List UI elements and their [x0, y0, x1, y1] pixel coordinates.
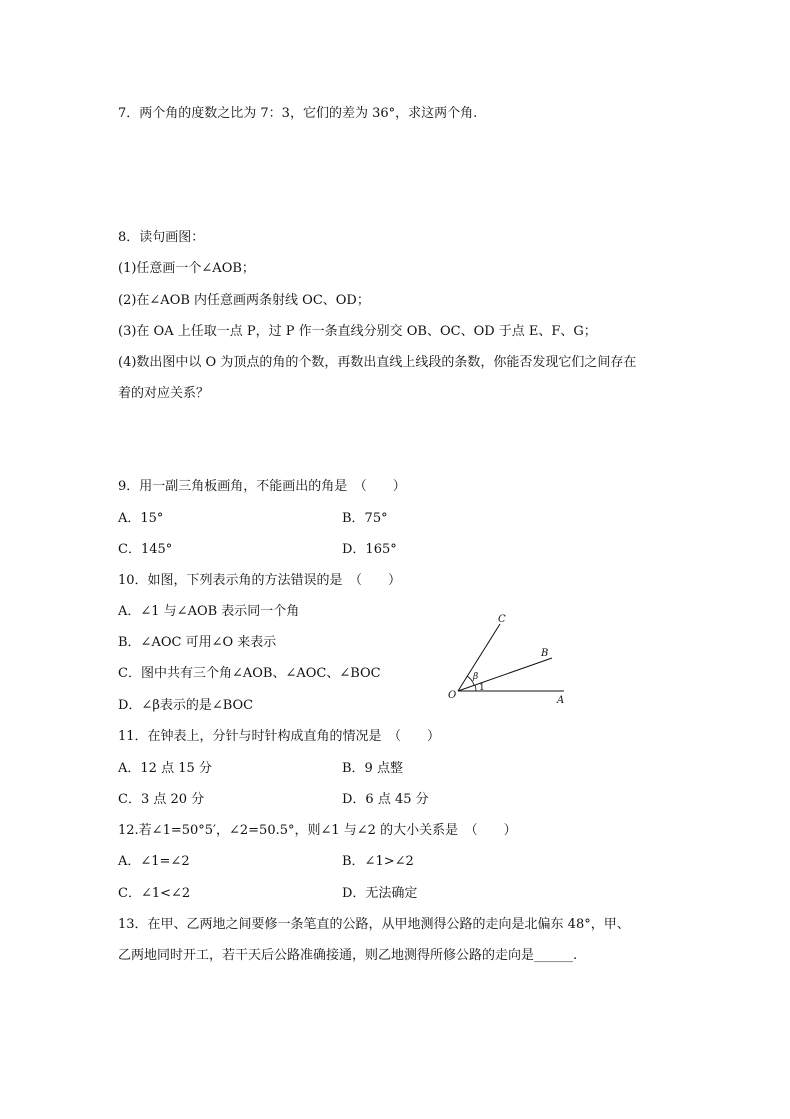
label-c: C: [498, 614, 506, 625]
question-9-option-b: B．75°: [342, 511, 388, 526]
question-8-title: 8．读句画图：: [118, 230, 205, 245]
question-8-item: (2)在∠AOB 内任意画两条射线 OC、OD；: [118, 293, 370, 308]
question-7: 7．两个角的度数之比为 7：3，它们的差为 36°，求这两个角.: [118, 106, 478, 121]
label-b: B: [541, 648, 549, 659]
question-11-option-d: D．6 点 45 分: [342, 792, 429, 807]
question-11-option-b: B．9 点整: [342, 761, 403, 776]
question-12-option-d: D．无法确定: [342, 886, 418, 901]
question-12-option-a: A．∠1=∠2: [118, 854, 190, 869]
question-8-item: (3)在 OA 上任取一点 P，过 P 作一条直线分别交 OB、OC、OD 于点 E、F、G；: [118, 324, 597, 339]
label-o: O: [448, 690, 457, 701]
question-10-option-b: B．∠AOC 可用∠O 来表示: [118, 635, 277, 650]
angle-figure: [440, 612, 580, 712]
question-11-option-a: A．12 点 15 分: [118, 761, 212, 776]
question-10-stem: 10．如图，下列表示角的方法错误的是 （ ）: [118, 573, 402, 588]
question-10-option-d: D．∠β表示的是∠BOC: [118, 698, 254, 713]
question-13-line-2: 乙两地同时开工，若干天后公路准确接通，则乙地测得所修公路的走向是______.: [118, 948, 578, 963]
question-8-item: (4)数出图中以 O 为顶点的角的个数，再数出直线上线段的条数，你能否发现它们之间存在: [118, 355, 637, 370]
label-beta: β: [473, 672, 479, 682]
label-1: 1: [479, 683, 485, 693]
question-10-option-a: A．∠1 与∠AOB 表示同一个角: [118, 604, 300, 619]
question-13-line-1: 13．在甲、乙两地之间要修一条笔直的公路，从甲地测得公路的走向是北偏东 48°，甲、: [118, 917, 630, 932]
question-9-option-d: D．165°: [342, 542, 397, 557]
angle-1-arc: [475, 685, 476, 691]
question-11-stem: 11．在钟表上，分针与时针构成直角的情况是 （ ）: [118, 729, 441, 744]
question-9-option-a: A．15°: [118, 511, 164, 526]
question-12-option-c: C．∠1<∠2: [118, 886, 191, 901]
question-12-option-b: B．∠1>∠2: [342, 854, 414, 869]
question-12-stem: 12.若∠1=50°5′，∠2=50.5°，则∠1 与∠2 的大小关系是 （ ）: [118, 823, 517, 838]
question-9-stem: 9．用一副三角板画角，不能画出的角是 （ ）: [118, 479, 406, 494]
question-8-item: (1)任意画一个∠AOB；: [118, 261, 255, 276]
ray-oc: [458, 624, 500, 691]
question-10-option-c: C．图中共有三个角∠AOB、∠AOC、∠BOC: [118, 666, 381, 681]
label-a: A: [557, 695, 565, 706]
question-9-option-c: C．145°: [118, 542, 173, 557]
question-11-option-c: C．3 点 20 分: [118, 792, 205, 807]
question-8-item: 着的对应关系？: [118, 386, 210, 401]
